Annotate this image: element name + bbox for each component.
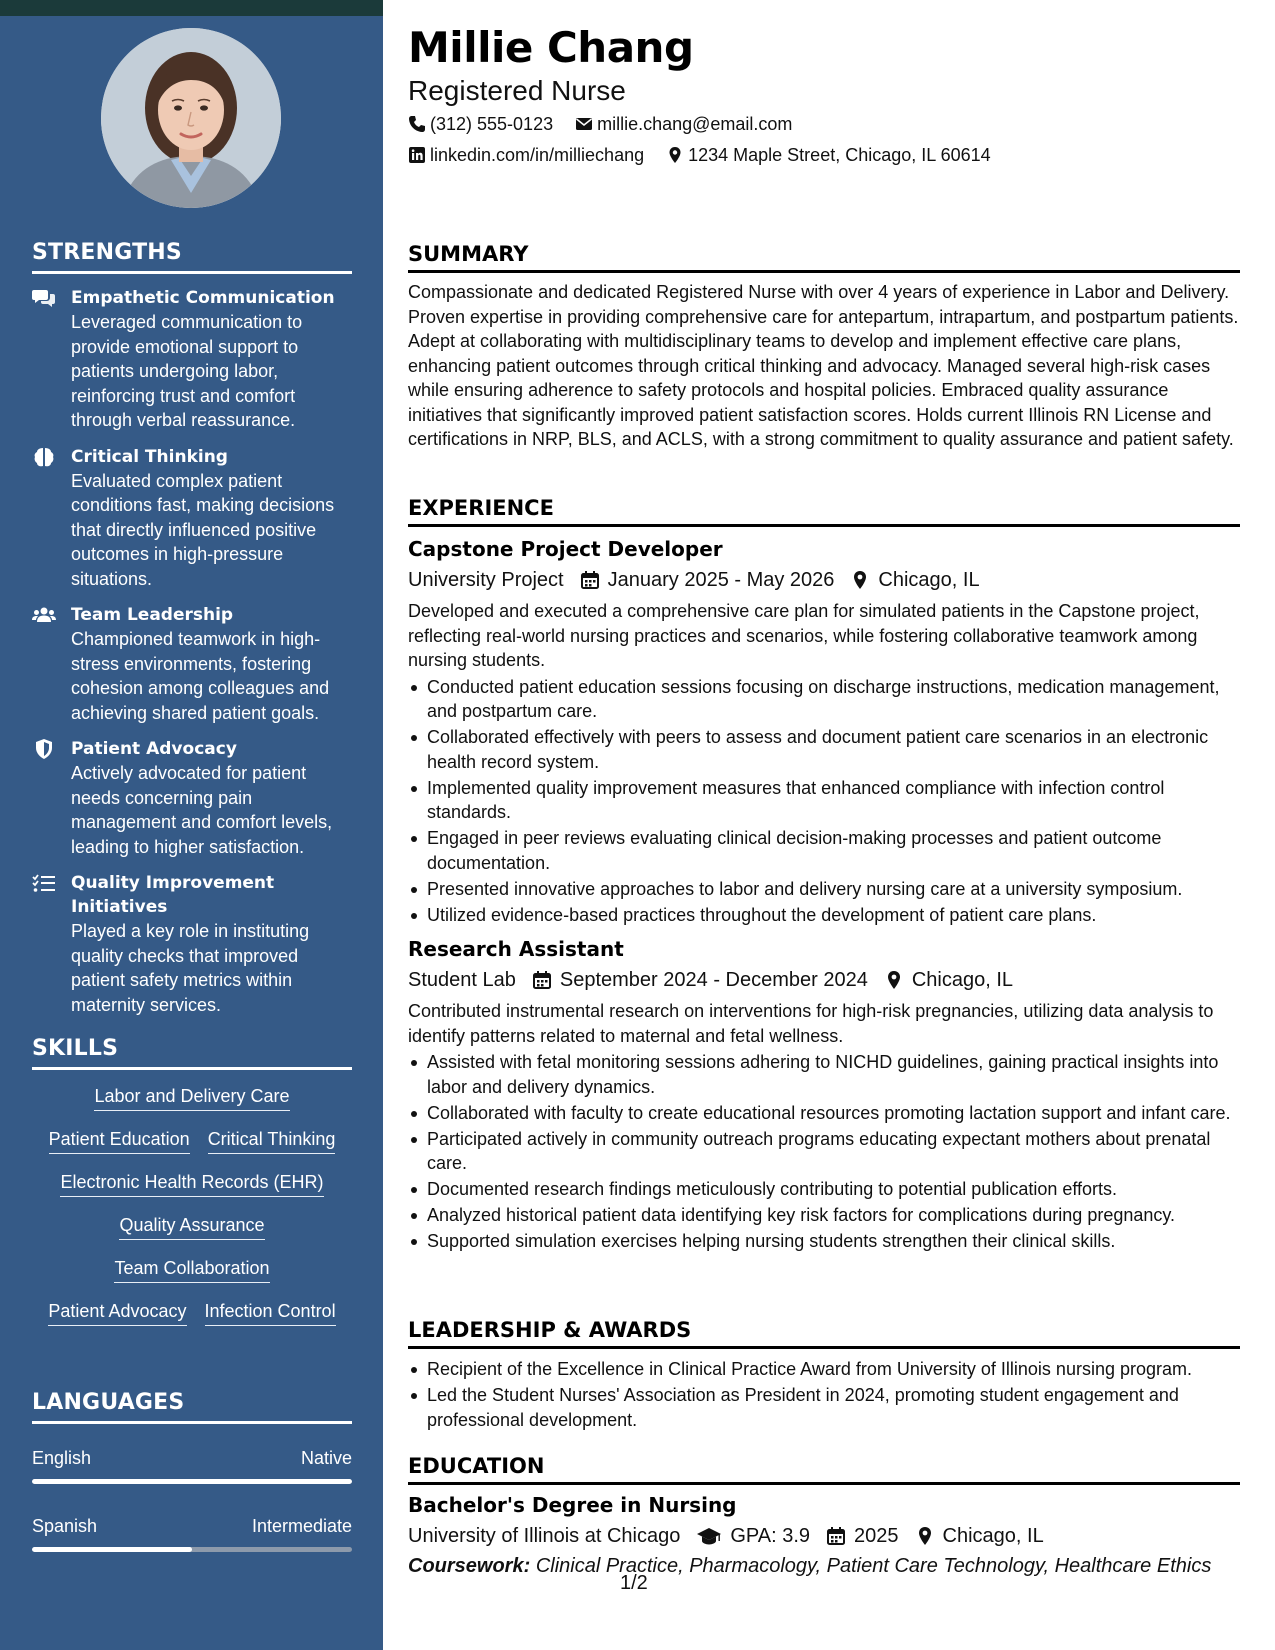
comments-icon [32,287,56,309]
map-pin-icon [850,570,870,590]
job-location [850,565,979,595]
skill-tag: Electronic Health Records (EHR) [60,1170,323,1197]
language-bar-fill [32,1479,352,1484]
job-bullet: Conducted patient education sessions focusing on discharge instructions, medication management, and postpartum care. [408,675,1240,724]
list-check-icon [32,872,56,894]
strength-desc: Actively advocated for patient needs concerning pain management and comfort levels, leading to higher satisfaction. [71,763,333,857]
job-title: Capstone Project Developer [408,537,723,561]
strength-item [32,445,352,592]
envelope-icon [575,115,593,133]
coursework [408,1551,1240,1581]
job-entry [408,535,1240,927]
education-section [408,1452,1240,1581]
job-org: University Project [408,569,564,591]
map-pin-icon [884,970,904,990]
experience-section [408,494,1240,1255]
contact-line-2 [408,143,1013,167]
shield-icon [32,738,56,760]
strength-title: Quality Improvement Initiatives [71,873,275,917]
awards-heading: LEADERSHIP & AWARDS [408,1316,1240,1349]
awards-list [408,1357,1240,1432]
strength-desc: Evaluated complex patient conditions fast, making decisions that directly influenced positive outcomes in high-pressure situations. [71,470,335,589]
job-location-text: Chicago, IL [878,569,980,591]
graduation-cap-icon [696,1526,722,1546]
strength-title: Critical Thinking [71,446,228,467]
job-dates-text: January 2025 - May 2026 [607,569,835,591]
strength-title: Empathetic Communication [71,288,335,308]
email-contact[interactable] [575,112,792,136]
award-item: Recipient of the Excellence in Clinical Practice Award from University of Illinois nursing program. [408,1357,1240,1382]
experience-heading: EXPERIENCE [408,494,1240,527]
award-item: Led the Student Nurses' Association as President in 2024, promoting student engagement and professional development. [408,1383,1240,1432]
summary-section [408,240,1240,452]
languages-section [32,1390,352,1552]
language-level: Native [300,1448,352,1468]
awards-section [408,1316,1240,1434]
job-bullet: Documented research findings meticulously contributing to potential publication efforts. [408,1177,1240,1202]
strength-desc: Championed teamwork in high-stress environments, fostering cohesion among colleagues and achieving shared patient goals. [71,629,330,723]
candidate-title: Registered Nurse [408,75,626,106]
language-item [32,1514,352,1552]
linkedin-contact[interactable] [408,143,644,167]
profile-photo [101,28,281,208]
calendar-icon [580,570,600,590]
skills-heading: SKILLS [32,1036,352,1070]
education-heading: EDUCATION [408,1452,1240,1485]
phone-text: (312) 555-0123 [430,114,554,134]
skill-tag: Patient Advocacy [48,1299,186,1326]
summary-heading: SUMMARY [408,240,1240,273]
skills-section [32,1036,352,1326]
job-dates [580,565,835,595]
job-title: Research Assistant [408,937,624,961]
calendar-icon [826,1526,846,1546]
job-bullet: Assisted with fetal monitoring sessions adhering to NICHD guidelines, gaining practical insights into labor and delivery dynamics. [408,1050,1240,1099]
language-name: Spanish [32,1516,98,1536]
job-bullet: Supported simulation exercises helping nursing students strengthen their clinical skills. [408,1229,1240,1254]
job-description: Developed and executed a comprehensive care plan for simulated patients in the Capstone project, reflecting real-world nursing practices and scenarios, while fostering collaborative teamwork among nursing students. [408,601,1200,670]
job-bullet: Utilized evidence-based practices throughout the development of patient care plans. [408,903,1240,928]
strength-item [32,286,352,433]
page-number: 1/2 [620,1572,648,1594]
job-bullet: Analyzed historical patient data identifying key risk factors for complications during pregnancy. [408,1203,1240,1228]
education-location-text: Chicago, IL [942,1525,1044,1547]
job-bullet: Collaborated with faculty to create educational resources promoting lactation support and infant care. [408,1101,1240,1126]
education-year [826,1521,899,1551]
job-bullets [408,1050,1240,1254]
job-dates-text: September 2024 - December 2024 [559,969,868,991]
job-bullet: Presented innovative approaches to labor and delivery nursing care at a university symposium. [408,877,1240,902]
skill-tag: Patient Education [49,1127,190,1154]
coursework-label: Coursework: [408,1555,531,1577]
language-item [32,1446,352,1484]
strength-item [32,871,352,1017]
degree-title: Bachelor's Degree in Nursing [408,1493,737,1517]
strength-desc: Leveraged communication to provide emotional support to patients undergoing labor, reinforcing trust and comfort through verbal reassurance. [71,312,303,430]
job-location-text: Chicago, IL [911,969,1014,991]
job-bullets [408,675,1240,928]
language-bar [32,1547,352,1552]
contact-line-1 [408,112,814,136]
job-entry [408,935,1240,1254]
strength-item [32,737,352,859]
education-location [915,1521,1044,1551]
year-text: 2025 [854,1525,899,1547]
candidate-name: Millie Chang [408,23,694,72]
strength-title: Patient Advocacy [71,739,237,759]
users-icon [32,604,56,626]
skills-list [32,1084,352,1326]
job-location [884,965,1013,995]
strength-title: Team Leadership [71,605,234,625]
job-meta [408,565,1240,595]
phone-contact [408,112,553,136]
strength-desc: Played a key role in instituting quality checks that improved patient safety metrics within maternity services. [71,921,310,1015]
education-meta [408,1521,1240,1551]
map-pin-icon [666,146,684,164]
language-name: English [32,1448,92,1468]
job-bullet: Participated actively in community outreach programs educating expectant mothers about prenatal care. [408,1127,1240,1176]
email-text[interactable]: millie.chang@email.com [597,114,793,134]
skill-tag: Quality Assurance [119,1213,264,1240]
strengths-heading: STRENGTHS [32,240,352,274]
job-dates [532,965,868,995]
language-bar-fill [32,1547,192,1552]
strength-item [32,603,352,725]
job-bullet: Collaborated effectively with peers to assess and document patient care scenarios in an electronic health record system. [408,725,1240,774]
school-name: University of Illinois at Chicago [408,1525,681,1547]
address-contact [666,143,991,167]
address-text: 1234 Maple Street, Chicago, IL 60614 [688,145,991,165]
language-bar [32,1479,352,1484]
phone-icon [408,115,426,133]
map-pin-icon [915,1526,935,1546]
language-level: Intermediate [251,1516,352,1536]
summary-text: Compassionate and dedicated Registered Nurse with over 4 years of experience in Labor and Delivery. Proven expertise in providing comprehensive care for antepartum, intrapartum, and postpartum patients. Adept at collaborating with multidisciplinary teams to develop and implement effective care plans, enhancing patient outcomes through critical thinking and advocacy. Managed several high-risk cases while ensuring adherence to safety protocols and hospital policies. Embraced quality assurance initiatives that significantly improved patient satisfaction scores. Holds current Illinois RN License and certifications in NRP, BLS, and ACLS, with a strong commitment to quality assurance and patient safety. [408,282,1239,449]
linkedin-icon [408,146,426,164]
skill-tag: Labor and Delivery Care [94,1084,289,1111]
job-org: Student Lab [408,969,516,991]
languages-heading: LANGUAGES [32,1390,352,1424]
skill-tag: Critical Thinking [208,1127,336,1154]
coursework-text: Clinical Practice, Pharmacology, Patient Care Technology, Healthcare Ethics [535,1555,1212,1577]
strengths-section [32,240,352,1017]
education-gpa [696,1521,810,1551]
skill-tag: Infection Control [205,1299,336,1326]
job-meta [408,965,1240,995]
skill-tag: Team Collaboration [114,1256,269,1283]
gpa-text: GPA: 3.9 [730,1525,811,1547]
linkedin-text[interactable]: linkedin.com/in/milliechang [430,145,645,165]
calendar-icon [532,970,552,990]
brain-icon [32,446,56,468]
sidebar-top-band [0,0,383,16]
job-description: Contributed instrumental research on interventions for high-risk pregnancies, utilizing data analysis to identify patterns related to maternal and fetal wellness. [408,1001,1214,1046]
job-bullet: Engaged in peer reviews evaluating clinical decision-making processes and patient outcome documentation. [408,826,1240,875]
sidebar [0,0,383,1650]
job-bullet: Implemented quality improvement measures that enhanced compliance with infection control standards. [408,776,1240,825]
